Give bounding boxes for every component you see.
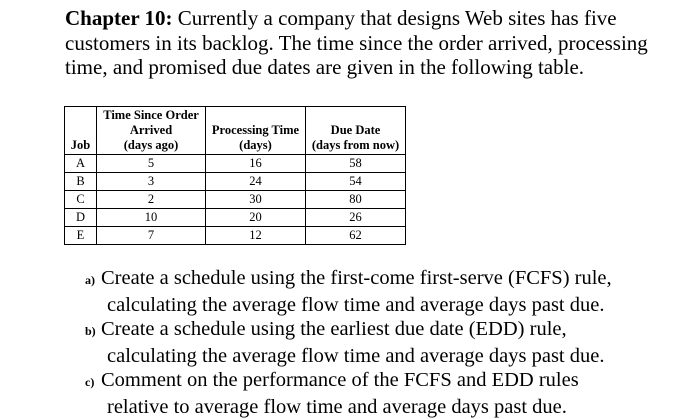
question-item-a [85,266,685,317]
cell-due: 62 [306,227,406,245]
table-row [65,173,406,191]
header-job: Job [65,107,97,155]
question-item-b [85,317,685,368]
cell-job: A [65,155,97,173]
question-text-line2: calculating the average flow time and average days past due. [107,293,605,316]
cell-processing: 30 [206,191,306,209]
cell-due: 26 [306,209,406,227]
question-text-line1: Create a schedule using the first-come first-serve (FCFS) rule, [101,267,612,289]
table-row [65,155,406,173]
table-row [65,227,406,245]
header-due-date: Due Date (days from now) [306,107,406,155]
question-list [85,266,685,419]
question-marker: a) [85,273,95,287]
question-text-line1: Comment on the performance of the FCFS and EDD rules [101,369,579,391]
question-text-line1: Create a schedule using the earliest due date (EDD) rule, [101,318,567,340]
cell-since: 5 [97,155,206,173]
header-time-since-order: Time Since Order Arrived (days ago) [97,107,206,155]
cell-due: 54 [306,173,406,191]
cell-processing: 16 [206,155,306,173]
cell-job: E [65,227,97,245]
question-item-c [85,368,685,419]
job-data-table [64,106,406,245]
question-marker: b) [85,324,96,338]
cell-since: 2 [97,191,206,209]
cell-due: 58 [306,155,406,173]
question-text-line2: calculating the average flow time and average days past due. [107,344,605,367]
problem-text: Currently a company that designs Web sites has five customers in its backlog. The time since the order arrived, processing time, and promised due dates are given in the following table. [65,6,648,79]
cell-due: 80 [306,191,406,209]
table-row [65,209,406,227]
cell-job: C [65,191,97,209]
cell-since: 10 [97,209,206,227]
cell-job: D [65,209,97,227]
question-marker: c) [85,375,95,389]
cell-job: B [65,173,97,191]
cell-since: 7 [97,227,206,245]
table-row [65,191,406,209]
header-processing-time: Processing Time (days) [206,107,306,155]
cell-processing: 24 [206,173,306,191]
question-text-line2: relative to average flow time and average days past due. [107,395,567,418]
chapter-label: Chapter 10: [65,6,173,30]
cell-processing: 20 [206,209,306,227]
cell-since: 3 [97,173,206,191]
problem-statement [65,6,685,80]
cell-processing: 12 [206,227,306,245]
table-header-row [65,107,406,155]
